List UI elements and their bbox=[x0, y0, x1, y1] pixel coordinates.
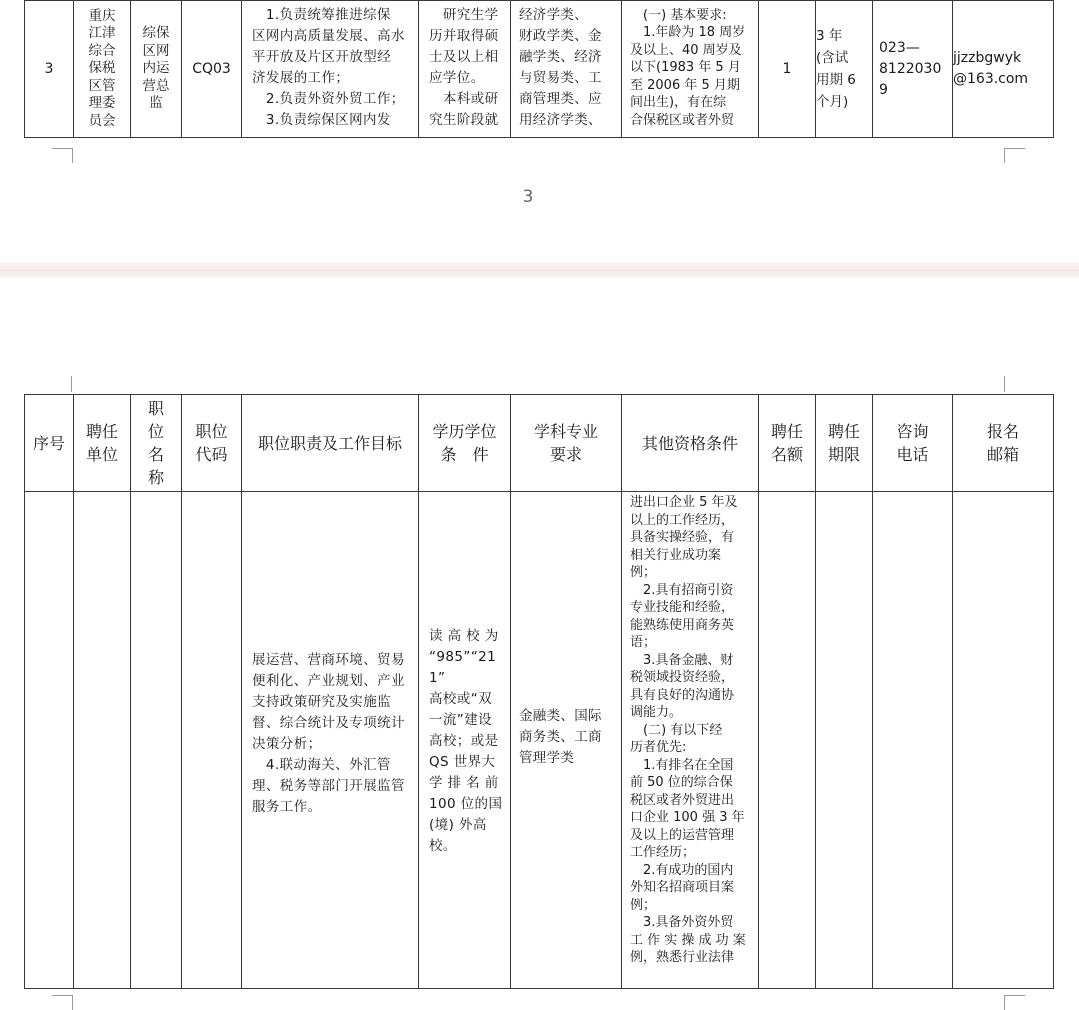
crop-mark-left-top bbox=[70, 376, 72, 392]
cell-code: CQ03 bbox=[182, 1, 242, 138]
header-quota: 聘任 名额 bbox=[759, 395, 816, 492]
cell-duties: 展运营、营商环境、贸易 便利化、产业规划、产业 支持政策研究及实施监 督、综合统计及专项统计 决策分析； 4.联动海关、外汇管 理、税务等部门开展监管 服务工作。 bbox=[242, 492, 419, 989]
cell-email bbox=[953, 492, 1054, 989]
cell-term bbox=[816, 492, 873, 989]
header-unit: 聘任 单位 bbox=[74, 395, 131, 492]
header-duties: 职位职责及工作目标 bbox=[242, 395, 419, 492]
page-number: 3 bbox=[522, 187, 534, 207]
header-majors: 学科专业 要求 bbox=[511, 395, 622, 492]
header-phone: 咨询 电话 bbox=[873, 395, 953, 492]
table-current-page bbox=[24, 394, 1054, 989]
table-row bbox=[25, 1, 1054, 138]
cell-phone: 023— 8122030 9 bbox=[873, 1, 953, 138]
header-education: 学历学位 条 件 bbox=[419, 395, 511, 492]
header-email: 报名 邮箱 bbox=[953, 395, 1054, 492]
cell-position bbox=[131, 492, 182, 989]
cell-email: jjzzbgwyk @163.com bbox=[953, 1, 1054, 138]
cell-term: 3 年 (含试 用期 6 个月) bbox=[816, 1, 873, 138]
cell-unit: 重庆 江津 综合 保税 区管 理委 员会 bbox=[74, 1, 131, 138]
table-previous-page bbox=[24, 0, 1054, 138]
header-seq: 序号 bbox=[25, 395, 74, 492]
crop-mark-left-bottom bbox=[52, 995, 73, 1010]
page-separator bbox=[0, 262, 1079, 278]
cell-majors: 金融类、国际 商务类、工商 管理学类 bbox=[511, 492, 622, 989]
cell-duties: 1.负责统筹推进综保 区网内高质量发展、高水 平开放及片区开放型经 济发展的工作； 2.负责外资外贸工作； 3.负责综保区网内发 bbox=[242, 1, 419, 138]
header-other: 其他资格条件 bbox=[622, 395, 759, 492]
cell-education: 读 高 校 为 “985”“211” 高校或“双 一流”建设 高校；或是 QS 世界大 学 排 名 前 100 位的国 (境) 外高 校。 bbox=[419, 492, 511, 989]
table-header-row bbox=[25, 395, 1054, 492]
crop-mark-left bbox=[52, 148, 73, 163]
table-row bbox=[25, 492, 1054, 989]
crop-mark-right-top bbox=[1004, 376, 1006, 392]
cell-seq: 3 bbox=[25, 1, 74, 138]
cell-code bbox=[182, 492, 242, 989]
cell-other-requirements: (一) 基本要求: 1.年龄为 18 周岁 及以上、40 周岁及 以下(1983 年 5 月 至 2006 年 5 月期 间出生)，有在综 合保税区或者外贸 bbox=[622, 1, 759, 138]
crop-mark-right bbox=[1004, 148, 1025, 163]
header-code: 职位 代码 bbox=[182, 395, 242, 492]
header-term: 聘任 期限 bbox=[816, 395, 873, 492]
cell-education: 研究生学 历并取得硕 士及以上相 应学位。 本科或研 究生阶段就 bbox=[419, 1, 511, 138]
cell-phone bbox=[873, 492, 953, 989]
cell-other-requirements: 进出口企业 5 年及 以上的工作经历， 具备实操经验，有 相关行业成功案 例； 2.具有招商引资 专业技能和经验， 能熟练使用商务英 语； 3.具备金融、财 税领域投资经验， 具有良好的沟通协 调能力。 (二) 有以下经 历者优先: 1.有排名在全国 前 50 位的综合保 税区或者外贸进出 口企业 100 强 3 年 及以上的运营管理 工作经历； 2.有成功的国内 外知名招商项目案 例； 3.具备外资外贸 工 作 实 操 成 功 案 例，熟悉行业法律 bbox=[622, 492, 759, 989]
crop-mark-right-bottom bbox=[1004, 995, 1025, 1010]
cell-seq bbox=[25, 492, 74, 989]
cell-unit bbox=[74, 492, 131, 989]
cell-majors: 经济学类、 财政学类、金 融学类、经济 与贸易类、工 商管理类、应 用经济学类、 bbox=[511, 1, 622, 138]
cell-position: 综保 区网 内运 营总 监 bbox=[131, 1, 182, 138]
header-position: 职 位 名 称 bbox=[131, 395, 182, 492]
cell-quota bbox=[759, 492, 816, 989]
cell-quota: 1 bbox=[759, 1, 816, 138]
